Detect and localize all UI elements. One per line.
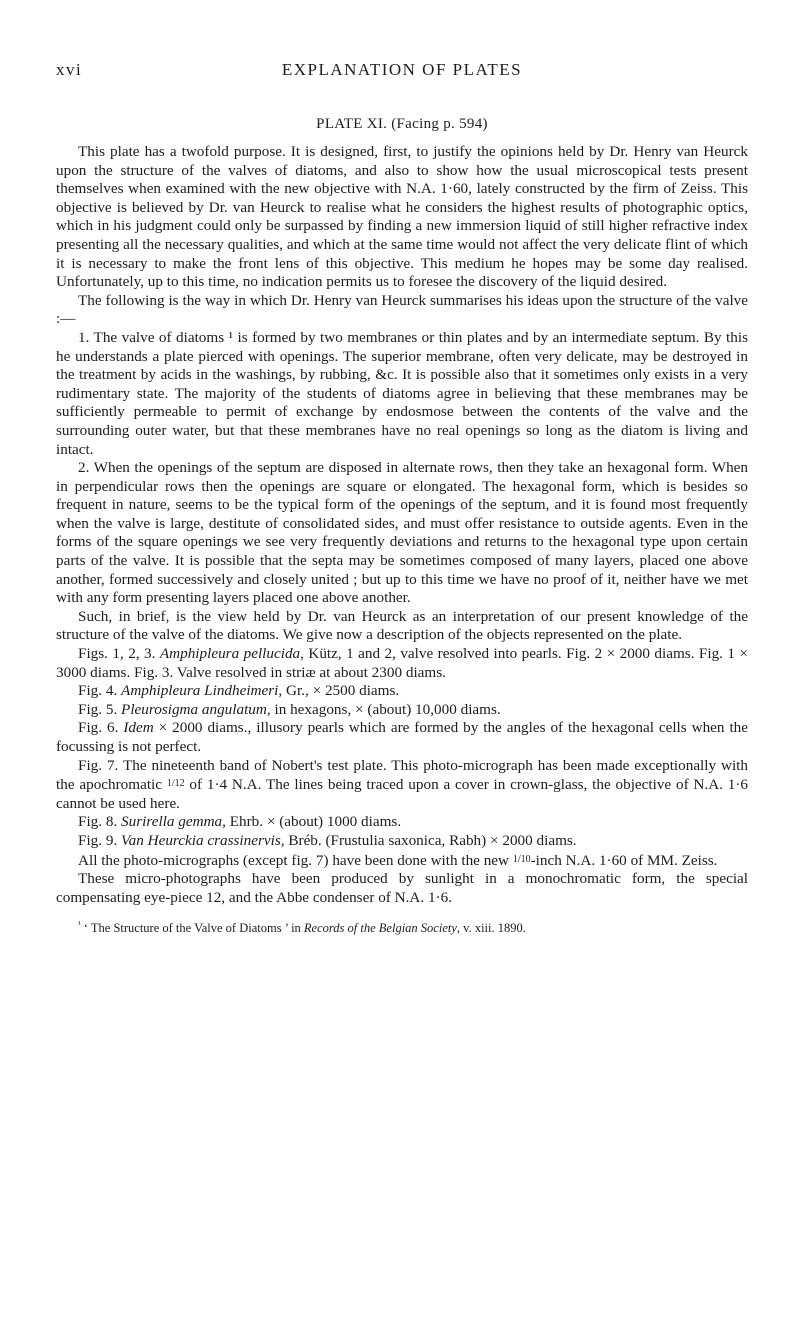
footnote-marker: ¹	[78, 919, 81, 930]
paragraph: Such, in brief, is the view held by Dr. van Heurck as an interpretation of our present knowledge of the structure of the valve of the diatoms. We give now a description of the objects represented on the plate.	[56, 607, 748, 644]
figure-lead: Figs. 1, 2, 3.	[78, 645, 160, 663]
figure-caption-7	[56, 757, 748, 814]
species-name: Surirella gemma	[121, 813, 223, 831]
paragraph: The following is the way in which Dr. Henry van Heurck summarises his ideas upon the structure of the valve :—	[56, 291, 748, 328]
figure-lead: Fig. 8.	[78, 813, 122, 831]
figure-text: , Gr., × 2500 diams.	[278, 682, 400, 700]
running-title: EXPLANATION OF PLATES	[281, 60, 523, 79]
footnote	[56, 917, 748, 936]
fraction: 1/12	[166, 778, 185, 790]
species-name: Pleurosigma angulatum	[121, 700, 267, 718]
closing-text: -inch N.A. 1·60 of MM. Zeiss.	[530, 851, 718, 869]
paragraph: This plate has a twofold purpose. It is designed, first, to justify the opinions held by Dr. Henry van Heurck upon the structure of the valves of diatoms, and also to show how the usual microscopical tests present themselves when examined with the new objective with N.A. 1·60, lately constructed by the firm of Zeiss. This objective is believed by Dr. van Heurck to realise what he considers the highest results of photographic optics, which in his judgment could only be surpassed by finding a new immersion liquid of still higher refractive index presenting all the necessary qualities, and which at the same time would not affect the very delicate flint of which it is necessary to make the front lens of this objective. This medium he hopes may be some day realised. Unfortunately, up to this time, no indication permits us to foresee the discovery of the liquid desired.	[56, 143, 748, 291]
footnote-text	[56, 917, 748, 936]
figure-caption-1-3	[56, 645, 748, 682]
body-text	[56, 143, 748, 907]
closing-paragraph: These micro-photographs have been produced by sunlight in a monochromatic form, the special compensating eye-piece 12, and the Abbe condenser of N.A. 1·6.	[56, 870, 748, 906]
figure-text: , Bréb. (Frustulia saxonica, Rabh) × 2000 diams.	[280, 831, 577, 849]
closing-text: All the photo-micrographs (except fig. 7) have been done with the new	[78, 851, 513, 869]
figure-text: of 1·4 N.A. The lines being traced upon a cover in crown-glass, the objective of N.A. 1·6 cannot be used here.	[56, 776, 749, 812]
figure-lead: Fig. 4.	[78, 682, 122, 700]
figure-text: , Ehrb. × (about) 1000 diams.	[222, 813, 402, 831]
footnote-citation: ‘ The Structure of the Valve of Diatoms ’ in	[80, 921, 304, 936]
species-name: Van Heurckia crassinervis	[121, 831, 281, 849]
footnote-citation: , v. xiii. 1890.	[456, 921, 526, 936]
page-number: xvi	[56, 60, 83, 79]
figure-text: , Kütz, 1 and 2, valve resolved into pearls. Fig. 2 × 2000 diams. Fig. 1 × 3000 diams. Fig. 3. Valve resolved in striæ at about 2300 diams.	[56, 645, 749, 681]
species-name: Amphipleura pellucida	[159, 645, 301, 663]
closing-paragraph	[56, 851, 748, 871]
figure-caption-6	[56, 719, 748, 756]
figure-lead: Fig. 9.	[78, 831, 122, 849]
species-name: Amphipleura Lindheimeri	[121, 682, 279, 700]
figure-lead: Fig. 5.	[78, 700, 122, 718]
species-name: Idem	[123, 719, 154, 737]
fraction: 1/10	[512, 853, 531, 865]
figure-caption-9	[56, 832, 748, 851]
journal-title: Records of the Belgian Society	[303, 921, 457, 936]
figure-text: Fig. 7. The nineteenth band of Nobert's test plate. This photo-micrograph has been made exceptionally with the apochromatic	[56, 756, 748, 794]
figure-text: , in hexagons, × (about) 10,000 diams.	[266, 700, 501, 718]
paragraph: 2. When the openings of the septum are disposed in alternate rows, then they take an hexagonal form. When in perpendicular rows then the openings are square or elongated. The hexagonal form, which is besides so frequent in nature, seems to be the typical form of the openings of the septum, and it is found most frequently when the valve is large, destitute of consolidated sides, and must offer resistance to outside agents. Even in the forms of the square openings we see very frequently deviations and returns to the hexagonal type upon certain parts of the valve. It is possible that the septa may be sometimes composed of many layers, placed one above another, formed successively and closely united ; but up to this time we have no proof of it, neither have we met with any form presenting layers placed one above another.	[56, 459, 748, 607]
running-header	[56, 60, 748, 90]
figure-lead: Fig. 6.	[78, 719, 124, 737]
figure-caption-5	[56, 701, 748, 720]
figure-caption-4	[56, 682, 748, 701]
paragraph: 1. The valve of diatoms ¹ is formed by two membranes or thin plates and by an intermediate septum. By this he understands a plate pierced with openings. The superior membrane, often very delicate, may be destroyed in the treatment by acids in the washings, by rubbing, &c. It is possible also that it sometimes only exists in a very rudimentary state. The majority of the students of diatoms agree in believing that these membranes may be sufficiently permeable to permit of exchange by endosmose between the contents of the valve and the surrounding outer water, but that these membranes have no real openings so long as the diatom is living and intact.	[56, 328, 748, 458]
figure-text: × 2000 diams., illusory pearls which are formed by the angles of the hexagonal cells when the focussing is not perfect.	[56, 719, 749, 755]
figure-caption-8	[56, 813, 748, 832]
plate-title: PLATE XI. (Facing p. 594)	[316, 116, 488, 132]
